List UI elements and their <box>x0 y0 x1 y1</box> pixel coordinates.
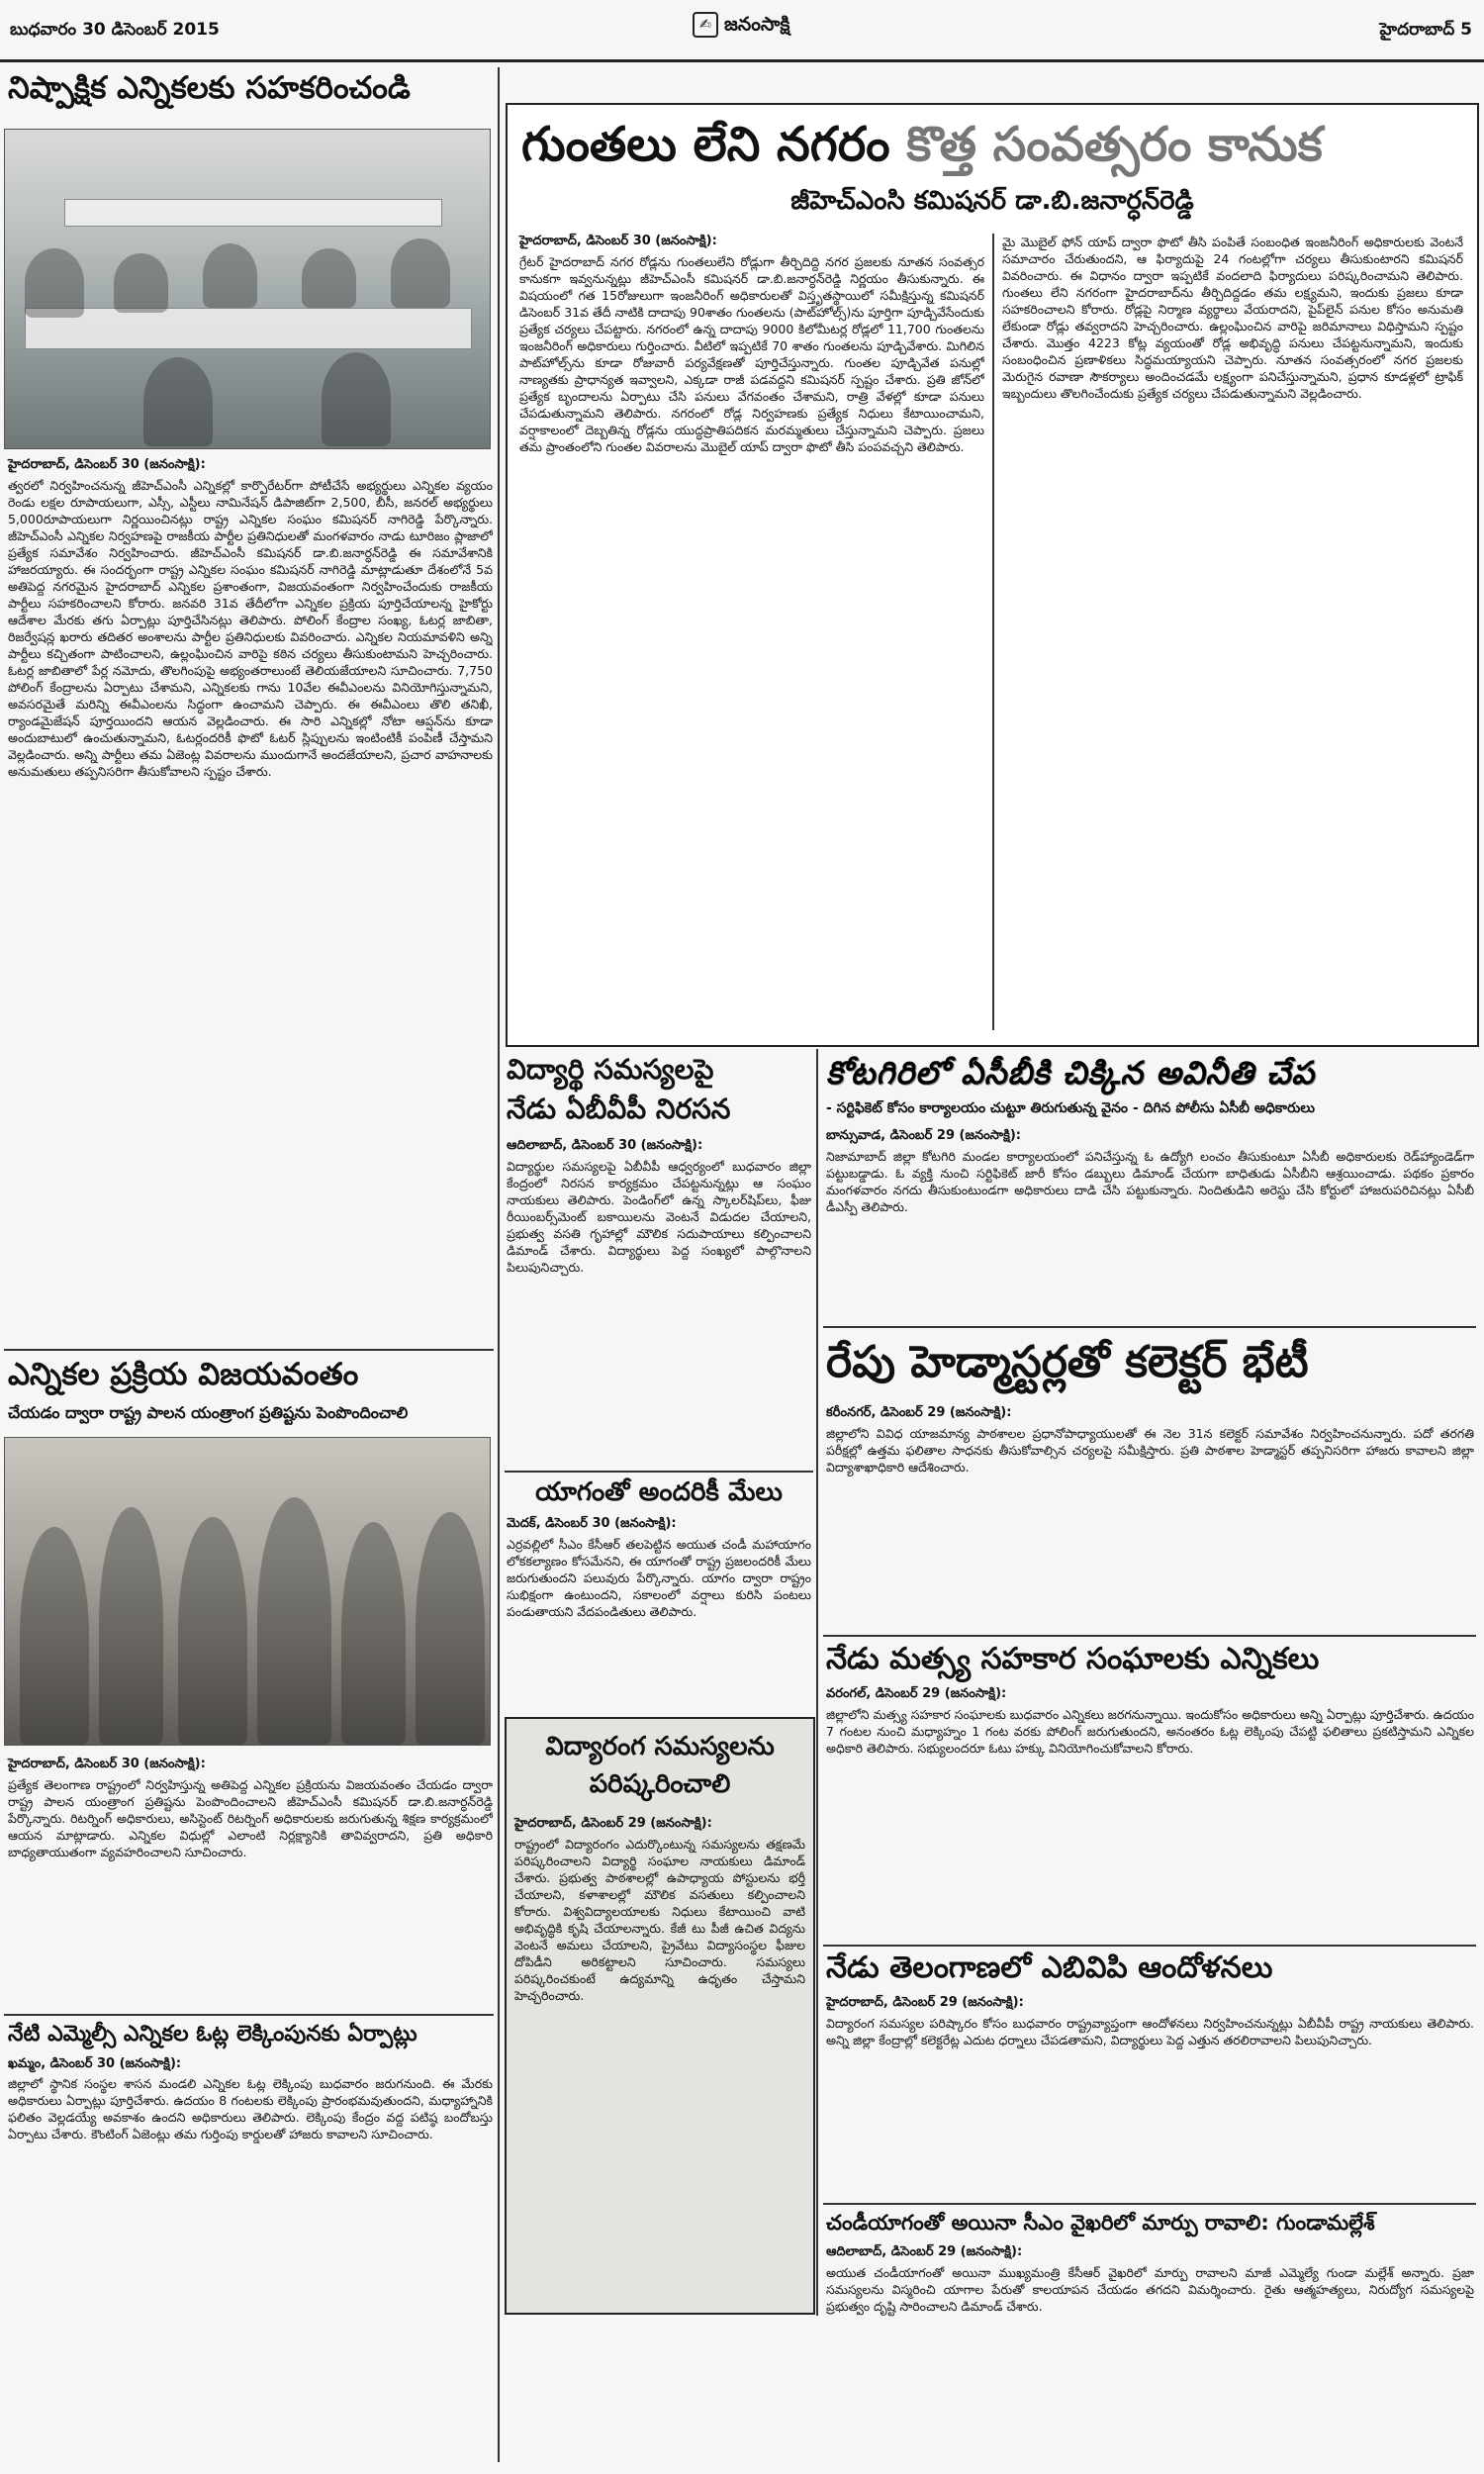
subheadline: - సర్టిఫికెట్ కోసం కార్యాలయం చుట్టూ తిరుగుతున్న వైనం - దిగిన పోలీసు ఏసీబీ అధికారులు <box>826 1100 1315 1116</box>
subheadline: చేయడం ద్వారా రాష్ట్ర పాలన యంత్రాంగ ప్రతిష్టను పెంపొందించాలి <box>8 1403 409 1422</box>
headline-chandi-yagam: చండీయాగంతో అయినా సీఎం వైఖరిలో మార్పు రావాలి: గుండామల్లేశ్ <box>826 2211 1375 2235</box>
dateline: హైదరాబాద్, డిసెంబర్ 30 (జనంసాక్షి): <box>519 234 717 248</box>
column-divider <box>992 234 994 1030</box>
edition-date: బుధవారం 30 డిసెంబర్ 2015 <box>10 20 220 40</box>
article-body: విద్యార్థుల సమస్యలపై ఏబీవీపీ ఆధ్వర్యంలో బుధవారం జిల్లా కేంద్రంలో నిరసన కార్యక్రమం చేపట్టనున్నట్లు ఆ సంఘం నాయకులు తెలిపారు. పెండింగ్‌లో ఉన్న స్కాలర్‌షిప్‌లు, ఫీజు రీయింబర్స్‌మెంట్ బకాయిలను వెంటనే విడుదల చేయాలని, ప్రభుత్వ వసతి గృహాల్లో మౌలిక సదుపాయాలు కల్పించాలని డిమాండ్ చేశారు. విద్యార్థులు పెద్ద సంఖ్యలో పాల్గొనాలని పిలుపునిచ్చారు. <box>507 1159 811 1275</box>
headline-student-issues: విద్యార్థి సమస్యలపై <box>507 1053 714 1086</box>
article-body: మై మొబైల్ ఫోన్ యాప్ ద్వారా ఫొటో తీసి పంపితే సంబంధిత ఇంజనీరింగ్ అధికారులకు వెంటనే సమాచారం చేరుతుందని, ఆ ఫిర్యాదుపై 24 గంటల్లోగా చర్యలు తీసుకుంటారని కమిషనర్ వివరించారు. ఈ విధానం ద్వారా ఇప్పటికే వందలాది ఫిర్యాదులు పరిష్కరించామని తెలిపారు. గుంతలు లేని నగరంగా హైదరాబాద్‌ను తీర్చిదిద్దడం తమ లక్ష్యమని, ఇందుకు ప్రజలు కూడా సహకరించాలని కోరారు. రోడ్లపై నిర్మాణ వ్యర్థాలు వేయరాదని, పైప్‌లైన్ పనుల కోసం అనుమతి లేకుండా రోడ్లు తవ్వరాదని హెచ్చరించారు. ఉల్లంఘించిన వారిపై జరిమానాలు విధిస్తామని స్పష్టం చేశారు. మొత్తం 4223 కోట్ల వ్యయంతో రోడ్ల అభివృద్ధి పనులు చేపట్టనున్నామని, ఇందుకు సంబంధించిన ప్రణాళికలు సిద్ధమయ్యాయని చెప్పారు. నూతన సంవత్సరంలో నగర ప్రజలకు మెరుగైన రవాణా సౌకర్యాలు అందించడమే లక్ష్యంగా పనిచేస్తున్నామని, ప్రధాన కూడళ్లలో ట్రాఫిక్ ఇబ్బందులు తొలగించేందుకు ప్రత్యేక చర్యలు చేపడుతున్నామని వెల్లడించారు. <box>1002 235 1463 401</box>
article-body: ప్రత్యేక తెలంగాణ రాష్ట్రంలో నిర్వహిస్తున్న అతిపెద్ద ఎన్నికల ప్రక్రియను విజయవంతం చేయడం ద్వారా రాష్ట్ర పాలన యంత్రాంగ ప్రతిష్టను పెంపొందించాలని జీహెచ్‌ఎంసీ కమిషనర్ డా.బి.జనార్ధన్‌రెడ్డి పేర్కొన్నారు. రిటర్నింగ్ అధికారులు, అసిస్టెంట్ రిటర్నింగ్ అధికారులకు జరుగుతున్న శిక్షణ కార్యక్రమంలో ఆయన మాట్లాడారు. ఎన్నికల విధుల్లో ఎలాంటి నిర్లక్ష్యానికి తావివ్వరాదని, ప్రతి అధికారి బాధ్యతాయుతంగా వ్యవహరించాలని సూచించారు. <box>8 1777 493 1859</box>
article-body: నిజామాబాద్ జిల్లా కోటగిరి మండల కార్యాలయంలో పనిచేస్తున్న ఓ ఉద్యోగి లంచం తీసుకుంటూ ఏసీబీ అధికారులకు రెడ్‌హ్యాండెడ్‌గా పట్టుబడ్డాడు. ఓ వ్యక్తి నుంచి సర్టిఫికెట్ జారీ కోసం డబ్బులు డిమాండ్ చేయగా బాధితుడు ఏసీబీని ఆశ్రయించాడు. పథకం ప్రకారం మంగళవారం నగదు తీసుకుంటుండగా అధికారులు దాడి చేసి పట్టుకున్నారు. నిందితుడిని అరెస్టు చేసి కోర్టులో హాజరుపరిచినట్లు ఏసీబీ డీఎస్పీ తెలిపారు. <box>826 1149 1474 1214</box>
headline-fair-elections: నిష్పాక్షిక ఎన్నికలకు సహకరించండి <box>8 70 411 106</box>
headline-collector-meet: రేపు హెడ్మాస్టర్లతో కలెక్టర్ భేటీ <box>826 1337 1309 1387</box>
headline-solve: పరిష్కరించాలి <box>589 1769 731 1799</box>
rule <box>4 2014 494 2016</box>
column-divider <box>498 67 500 2462</box>
headline-yagam: యాగంతో అందరికీ మేలు <box>535 1477 783 1507</box>
dateline: కరీంనగర్, డిసెంబర్ 29 (జనంసాక్షి): <box>826 1405 1012 1420</box>
logo-icon: ✍ <box>693 12 718 38</box>
headline-mlc-counting: నేటి ఎమ్మెల్సీ ఎన్నికల ఓట్ల లెక్కింపునకు ఏర్పాట్లు <box>8 2022 417 2046</box>
dateline: హైదరాబాద్, డిసెంబర్ 29 (జనంసాక్షి): <box>514 1816 712 1831</box>
lead-story-box <box>506 103 1479 1047</box>
article-body: గ్రేటర్ హైదరాబాద్ నగర రోడ్లను గుంతలులేని రోడ్లుగా తీర్చిదిద్ది నగర ప్రజలకు నూతన సంవత్సర కానుకగా ఇవ్వనున్నట్లు జీహెచ్‌ఎంసీ కమిషనర్ డా.బి.జనార్ధన్‌రెడ్డి నిర్ణయం తీసుకున్నారు. ఈ విషయంలో గత 15రోజులుగా ఇంజనీరింగ్ అధికారులతో విస్తృతస్థాయిలో సమీక్షిస్తున్న కమిషనర్ డిసెంబర్ 31వ తేదీ నాటికి దాదాపు 90శాతం గుంతలను (పాట్‌హోల్స్)ను పూర్తిగా పూడ్చివేసేందుకు ప్రత్యేక చర్యలు చేపట్టారు. నగరంలో ఉన్న దాదాపు 9000 కిలోమీటర్ల రోడ్లలో 11,700 గుంతలను ఇంజనీరింగ్ అధికారులు గుర్తించారు. వీటిలో ఇప్పటికే 70 శాతం గుంతలను పూడ్చివేశారు. మిగిలిన పాట్‌హోల్స్‌ను కూడా రోజువారీ పర్యవేక్షణతో పూర్తిచేస్తున్నారు. గుంతల పూడ్చివేత పనుల్లో నాణ్యతకు ప్రాధాన్యత ఇవ్వాలని, ఎక్కడా రాజీ పడవద్దని కమిషనర్ స్పష్టం చేశారు. ప్రతి జోన్‌లో ప్రత్యేక బృందాలను ఏర్పాటు చేసి పనులు వేగవంతం చేశామని, రాత్రి వేళల్లో కూడా పనులు చేపడుతున్నామని తెలిపారు. నగరంలో రోడ్ల నిర్వహణకు ప్రత్యేక నిధులు కేటాయించామని, వర్షాకాలంలో దెబ్బతిన్న రోడ్లను యుద్ధప్రాతిపదికన మరమ్మతులు చేస్తున్నామని చెప్పారు. ప్రజలు తమ ప్రాంతంలోని గుంతల వివరాలను మొబైల్ యాప్ ద్వారా ఫొటో తీసి పంపవచ్చని తెలిపారు. <box>519 254 984 454</box>
page-number: హైదరాబాద్ 5 <box>1379 20 1472 40</box>
dateline: బాన్సువాడ, డిసెంబర్ 29 (జనంసాక్షి): <box>826 1128 1022 1143</box>
article-body: విద్యారంగ సమస్యల పరిష్కారం కోసం బుధవారం రాష్ట్రవ్యాప్తంగా ఆందోళనలు నిర్వహించనున్నట్లు ఏబీవీపీ రాష్ట్ర నాయకులు తెలిపారు. అన్ని జిల్లా కేంద్రాల్లో కలెక్టరేట్ల ఎదుట ధర్నాలు చేపడతామని, విద్యార్థులు పెద్ద ఎత్తున తరలిరావాలని పిలుపునిచ్చారు. <box>826 2016 1474 2047</box>
lead-headline-part1: గుంతలు లేని నగరం <box>521 117 890 172</box>
rule <box>505 1471 813 1473</box>
headline-election-process: ఎన్నికల ప్రక్రియ విజయవంతం <box>8 1357 359 1392</box>
article-body: అయుత చండీయాగంతో అయినా ముఖ్యమంత్రి కేసీఆర్ వైఖరిలో మార్పు రావాలని మాజీ ఎమ్మెల్యే గుండా మల్లేశ్ అన్నారు. ప్రజా సమస్యలను విస్మరించి యాగాల పేరుతో కాలయాపన చేయడం తగదని విమర్శించారు. రైతు ఆత్మహత్యలు, నిరుద్యోగ సమస్యలపై ప్రభుత్వం దృష్టి సారించాలని డిమాండ్ చేశారు. <box>826 2265 1474 2314</box>
lead-headline-part2: కొత్త సంవత్సరం కానుక <box>906 117 1323 172</box>
headline-abvp-protest: నేడు ఏబీవీపీ నిరసన <box>507 1093 731 1125</box>
education-story-box <box>505 1717 815 2315</box>
article-body: రాష్ట్రంలో విద్యారంగం ఎదుర్కొంటున్న సమస్యలను తక్షణమే పరిష్కరించాలని విద్యార్థి సంఘాల నాయకులు డిమాండ్ చేశారు. ప్రభుత్వ పాఠశాలల్లో ఉపాధ్యాయ పోస్టులను భర్తీ చేయాలని, కళాశాలల్లో మౌలిక వసతులు కల్పించాలని కోరారు. విశ్వవిద్యాలయాలకు నిధులు కేటాయించి వాటి అభివృద్ధికి కృషి చేయాలన్నారు. కేజీ టు పీజీ ఉచిత విద్యను వెంటనే అమలు చేయాలని, ప్రైవేటు విద్యాసంస్థల ఫీజుల దోపిడీని అరికట్టాలని సూచించారు. సమస్యలు పరిష్కరించకుంటే ఉద్యమాన్ని ఉధృతం చేస్తామని హెచ్చరించారు. <box>514 1837 805 2003</box>
page-header <box>0 0 1484 62</box>
article-body: ఎర్రవల్లిలో సీఎం కేసీఆర్ తలపెట్టిన అయుత చండీ మహాయాగం లోకకల్యాణం కోసమేనని, ఈ యాగంతో రాష్ట్ర ప్రజలందరికీ మేలు జరుగుతుందని పలువురు పేర్కొన్నారు. యాగం ద్వారా రాష్ట్రం సుభిక్షంగా ఉంటుందని, సకాలంలో వర్షాలు కురిసి పంటలు పండుతాయని వేదపండితులు తెలిపారు. <box>507 1537 811 1619</box>
rule <box>823 1326 1476 1328</box>
meeting-photo <box>4 129 491 449</box>
rule <box>823 1635 1476 1637</box>
rule <box>4 1349 494 1351</box>
article-body: జిల్లాలో స్థానిక సంస్థల శాసన మండలి ఎన్నికల ఓట్ల లెక్కింపు బుధవారం జరుగనుంది. ఈ మేరకు అధికారులు ఏర్పాట్లు పూర్తిచేశారు. ఉదయం 8 గంటలకు లెక్కింపు ప్రారంభమవుతుందని, మధ్యాహ్నానికి ఫలితం వెల్లడయ్యే అవకాశం ఉందని అధికారులు తెలిపారు. లెక్కింపు కేంద్రం వద్ద పటిష్ఠ బందోబస్తు ఏర్పాటు చేశారు. కౌంటింగ్ ఏజెంట్లు తమ గుర్తింపు కార్డులతో హాజరు కావాలని సూచించారు. <box>8 2076 493 2141</box>
headline-abvp-agitations: నేడు తెలంగాణలో ఎబివిపి ఆందోళనలు <box>826 1951 1273 1985</box>
masthead-logo <box>693 12 789 41</box>
training-photo <box>4 1437 491 1746</box>
dateline: మెదక్, డిసెంబర్ 30 (జనంసాక్షి): <box>507 1516 677 1531</box>
rule <box>823 1945 1476 1947</box>
lead-subheadline: జీహెచ్‌ఎంసి కమిషనర్ డా.బి.జనార్ధన్‌రెడ్డి <box>790 186 1194 216</box>
dateline: హైదరాబాద్, డిసెంబర్ 30 (జనంసాక్షి): <box>8 1757 206 1771</box>
dateline: ఖమ్మం, డిసెంబర్ 30 (జనంసాక్షి): <box>8 2056 182 2071</box>
article-body: జిల్లాలోని వివిధ యాజమాన్య పాఠశాలల ప్రధానోపాధ్యాయులతో ఈ నెల 31న కలెక్టర్ సమావేశం నిర్వహించనున్నారు. పదో తరగతి పరీక్షల్లో ఉత్తమ ఫలితాల సాధనకు తీసుకోవాల్సిన చర్యలపై సమీక్షిస్తారు. ప్రతి పాఠశాల హెడ్మాస్టర్ తప్పనిసరిగా హాజరు కావాలని జిల్లా విద్యాశాఖాధికారి ఆదేశించారు. <box>826 1426 1474 1475</box>
rule <box>823 2203 1476 2205</box>
article-body: జిల్లాలోని మత్స్య సహకార సంఘాలకు బుధవారం ఎన్నికలు జరగనున్నాయి. ఇందుకోసం అధికారులు అన్ని ఏర్పాట్లు పూర్తిచేశారు. ఉదయం 7 గంటల నుంచి మధ్యాహ్నం 1 గంట వరకు పోలింగ్ జరుగుతుందని, అనంతరం ఓట్ల లెక్కింపు చేపట్టి ఫలితాలు ప్రకటిస్తామని ఎన్నికల అధికారి తెలిపారు. సభ్యులందరూ ఓటు హక్కు వినియోగించుకోవాలని కోరారు. <box>826 1707 1474 1756</box>
dateline: హైదరాబాద్, డిసెంబర్ 30 (జనంసాక్షి): <box>8 457 206 472</box>
lead-headline <box>521 119 1461 171</box>
dateline: ఆదిలాబాద్, డిసెంబర్ 29 (జనంసాక్షి): <box>826 2244 1023 2259</box>
logo-text: జనంసాక్షి <box>724 13 790 36</box>
dateline: వరంగల్, డిసెంబర్ 29 (జనంసాక్షి): <box>826 1686 1007 1701</box>
headline-fisheries-elections: నేడు మత్స్య సహకార సంఘాలకు ఎన్నికలు <box>826 1642 1320 1676</box>
dateline: హైదరాబాద్, డిసెంబర్ 29 (జనంసాక్షి): <box>826 1995 1024 2010</box>
headline-education-issues: విద్యారంగ సమస్యలను <box>545 1732 775 1761</box>
column-divider <box>816 1049 818 2316</box>
headline-acb-catch: కోటగిరిలో ఏసీబీకి చిక్కిన అవినీతి చేప <box>826 1054 1316 1092</box>
dateline: ఆదిలాబాద్, డిసెంబర్ 30 (జనంసాక్షి): <box>507 1138 703 1153</box>
article-body: త్వరలో నిర్వహించనున్న జీహెచ్‌ఎంసీ ఎన్నికల్లో కార్పొరేటర్‌గా పోటీచేసే అభ్యర్థులు ఎన్నికల వ్యయం రెండు లక్షల రూపాయలుగా, ఎస్సీ, ఎస్టీలు నామినేషన్ డిపాజిట్‌గా 2,500, బీసీ, జనరల్ అభ్యర్థులు 5,000రూపాయలుగా నిర్ణయించినట్లు రాష్ట్ర ఎన్నికల సంఘం కమిషనర్ నాగిరెడ్డి పేర్కొన్నారు. జీహెచ్‌ఎంసీ ఎన్నికల నిర్వహణపై రాజకీయ పార్టీల ప్రతినిధులతో మంగళవారం నాడు టూరిజం ప్లాజాలో ప్రత్యేక సమావేశం నిర్వహించారు. జీహెచ్‌ఎంసీ కమిషనర్ డా.బి.జనార్ధన్‌రెడ్డి ఈ సమావేశానికి హాజరయ్యారు. ఈ సందర్భంగా రాష్ట్ర ఎన్నికల సంఘం కమిషనర్ నాగిరెడ్డి మాట్లాడుతూ దేశంలోనే 5వ అతిపెద్ద నగరమైన హైదరాబాద్ ఎన్నికల ప్రశాంతంగా, విజయవంతంగా నిర్వహించేందుకు రాజకీయ పార్టీలు సహకరించాలని కోరారు. జనవరి 31వ తేదీలోగా ఎన్నికల ప్రక్రియ పూర్తిచేయాలన్న హైకోర్టు ఆదేశాల మేరకు తగు ఏర్పాట్లు పూర్తిచేసినట్లు తెలిపారు. పోలింగ్ కేంద్రాల సంఖ్య, ఓటర్ల జాబితా, రిజర్వేషన్ల ఖరారు తదితర అంశాలను పార్టీల ప్రతినిధులకు వివరించారు. ఎన్నికల నియమావళిని అన్ని పార్టీలు కచ్చితంగా పాటించాలని, ఉల్లంఘించిన వారిపై కఠిన చర్యలు తీసుకుంటామని హెచ్చరించారు. ఓటర్ల జాబితాలో పేర్ల నమోదు, తొలగింపుపై అభ్యంతరాలుంటే తెలియజేయాలని సూచించారు. 7,750 పోలింగ్ కేంద్రాలను ఏర్పాటు చేశామని, ఎన్నికలకు గాను 10వేల ఈవీఎంలను వినియోగిస్తున్నామని, అవసరమైతే మరిన్ని ఈవీఎంలను సిద్ధంగా ఉంచామని చెప్పారు. ఈ ఈవీఎంలు తొలి తనిఖీ, ర్యాండమైజేషన్ పూర్తయిందని ఆయన వెల్లడించారు. ఈ సారి ఎన్నికల్లో నోటా ఆప్షన్‌ను కూడా అందుబాటులో ఉంచుతున్నామని, ఓటర్లందరికీ ఫొటో ఓటర్ స్లిప్పులను ఇంటింటికీ పంపిణీ చేస్తామని వెల్లడించారు. అన్ని పార్టీలు తమ ఏజెంట్ల వివరాలను ముందుగానే అందజేయాలని, ప్రచార వాహనాలకు అనుమతులు తప్పనిసరిగా తీసుకోవాలని స్పష్టం చేశారు. <box>8 478 493 779</box>
